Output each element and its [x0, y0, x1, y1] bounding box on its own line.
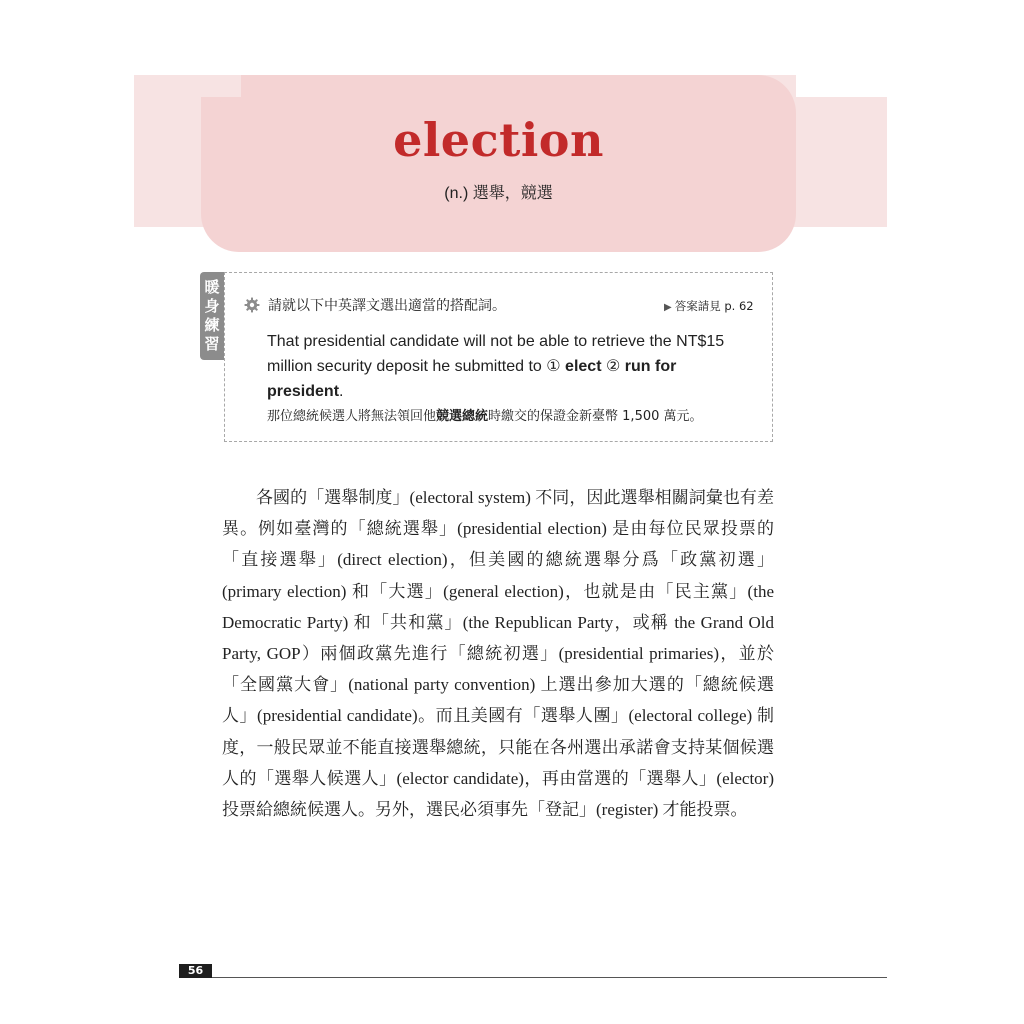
option-2-marker: ②: [605, 358, 621, 375]
headword-panel-tab: [201, 75, 241, 97]
header-band-notch: [796, 75, 887, 97]
warmup-tab-char: 練: [204, 316, 220, 334]
sentence-end: .: [339, 383, 344, 400]
instruction-text: 請就以下中英譯文選出適當的搭配詞。: [268, 298, 506, 314]
translation-text: 那位總統候選人將無法領回他: [267, 409, 437, 424]
warmup-tab: [200, 272, 224, 360]
part-of-speech: (n.) 選舉，競選: [444, 185, 553, 202]
warmup-tab-char: 習: [204, 335, 220, 353]
option-2: run for president: [267, 358, 677, 400]
body-article: [222, 482, 774, 825]
triangle-right-icon: ▶: [664, 302, 672, 313]
exercise-translation: [267, 405, 757, 424]
page-number: 56: [179, 964, 212, 978]
exercise-instruction: [244, 295, 506, 315]
body-paragraph: 各國的「選舉制度」(electoral system) 不同，因此選舉相關詞彙也有差異。例如臺灣的「總統選舉」(presidential election) 是由每位民眾投票的「直接選舉」(direct election)，但美國的總統選舉分爲「政黨初選」(primary election) 和「大選」(general election)，也就是由「民主黨」(the Democratic Party) 和「共和黨」(the Republican Party，或稱 the Grand Old Party, GOP）兩個政黨先進行「總統初選」(presidential primaries)，並於「全國黨大會」(national party convention) 上選出參加大選的「總統候選人」(presidential candidate)。而且美國有「選舉人團」(electoral college) 制度，一般民眾並不能直接選舉總統，只能在各州選出承諾會支持某個候選人的「選舉人候選人」(elector candidate)，再由當選的「選舉人」(elector) 投票給總統候選人。另外，選民必須事先「登記」(register) 才能投票。: [222, 488, 774, 820]
translation-text-end: 時繳交的保證金新臺幣 1,500 萬元。: [488, 409, 703, 424]
sentence-text: That presidential candidate will not be able to retrieve the NT$15 million security deposit he submitted to: [267, 333, 725, 375]
answer-reference: [664, 298, 754, 314]
answer-reference-text: 答案請見 p. 62: [674, 299, 754, 313]
translation-highlight: 競選總統: [436, 409, 489, 424]
warmup-tab-char: 身: [204, 297, 220, 315]
headword-title: election: [393, 113, 604, 167]
option-1: elect: [565, 358, 602, 375]
footer-rule: [179, 977, 887, 978]
exercise-sentence: [267, 329, 757, 404]
warmup-tab-char: 暖: [204, 278, 220, 296]
gear-icon: [244, 297, 260, 313]
option-1-marker: ①: [546, 358, 561, 375]
